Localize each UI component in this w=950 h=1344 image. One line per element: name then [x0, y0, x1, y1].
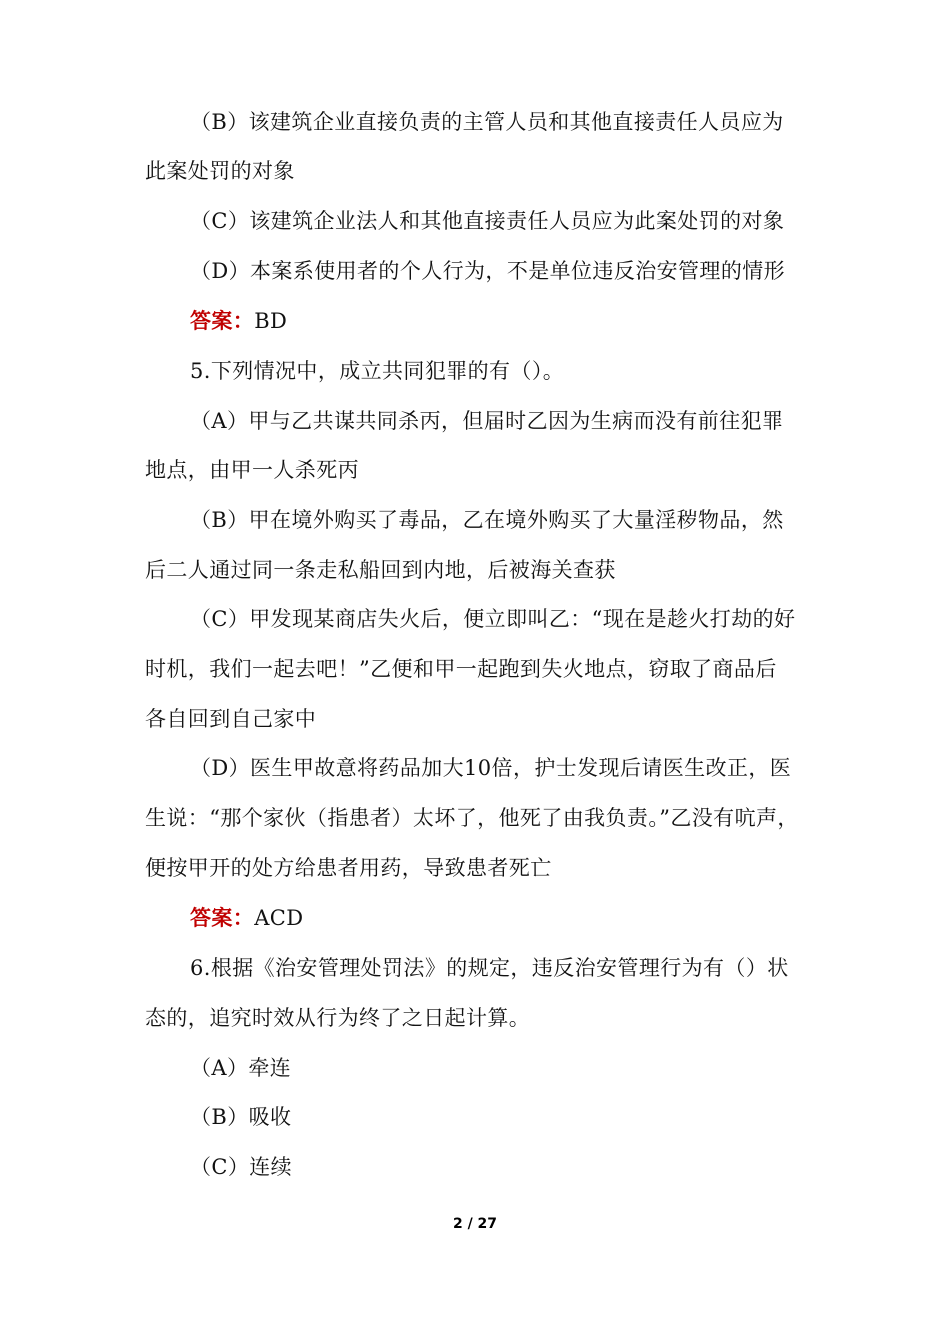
- q5-option-d-line2: 生说：“那个家伙（指患者）太坏了，他死了由我负责。”乙没有吭声，: [145, 806, 799, 830]
- q5-option-c-line3: 各自回到自己家中: [145, 707, 317, 731]
- q6-option-c: （C）连续: [190, 1155, 293, 1179]
- q5-option-b-line2: 后二人通过同一条走私船回到内地，后被海关查获: [145, 558, 616, 582]
- answer-value: ACD: [254, 906, 304, 930]
- q5-option-c-line2: 时机，我们一起去吧！”乙便和甲一起跑到失火地点，窃取了商品后: [145, 657, 777, 681]
- q5-stem: 5.下列情况中，成立共同犯罪的有（）。: [190, 359, 565, 383]
- q4-option-c: （C）该建筑企业法人和其他直接责任人员应为此案处罚的对象: [190, 209, 785, 233]
- q4-option-b-line1: （B）该建筑企业直接负责的主管人员和其他直接责任人员应为: [190, 110, 784, 134]
- q5-option-b-line1: （B）甲在境外购买了毒品，乙在境外购买了大量淫秽物品，然: [190, 508, 784, 532]
- q5-option-a-line2: 地点，由甲一人杀死丙: [145, 458, 359, 482]
- q6-stem-line1: 6.根据《治安管理处罚法》的规定，违反治安管理行为有（）状: [190, 956, 789, 980]
- q4-option-d: （D）本案系使用者的个人行为，不是单位违反治安管理的情形: [190, 259, 786, 283]
- answer-label: 答案：: [190, 309, 255, 333]
- q4-answer: [190, 307, 287, 335]
- q4-option-b-line2: 此案处罚的对象: [145, 159, 295, 183]
- q5-option-d-line1: （D）医生甲故意将药品加大10倍，护士发现后请医生改正，医: [190, 756, 792, 780]
- q5-answer: [190, 904, 303, 932]
- q5-option-a-line1: （A）甲与乙共谋共同杀丙，但届时乙因为生病而没有前往犯罪: [190, 409, 784, 433]
- q6-stem-line2: 态的，追究时效从行为终了之日起计算。: [145, 1006, 531, 1030]
- q6-option-b: （B）吸收: [190, 1105, 292, 1129]
- q5-option-c-line1: （C）甲发现某商店失火后，便立即叫乙：“现在是趁火打劫的好: [190, 607, 796, 631]
- q6-option-a: （A）牵连: [190, 1056, 292, 1080]
- q5-option-d-line3: 便按甲开的处方给患者用药，导致患者死亡: [145, 856, 552, 880]
- page-number: 2 / 27: [452, 1216, 498, 1232]
- answer-value: BD: [254, 309, 288, 333]
- answer-label: 答案：: [190, 906, 255, 930]
